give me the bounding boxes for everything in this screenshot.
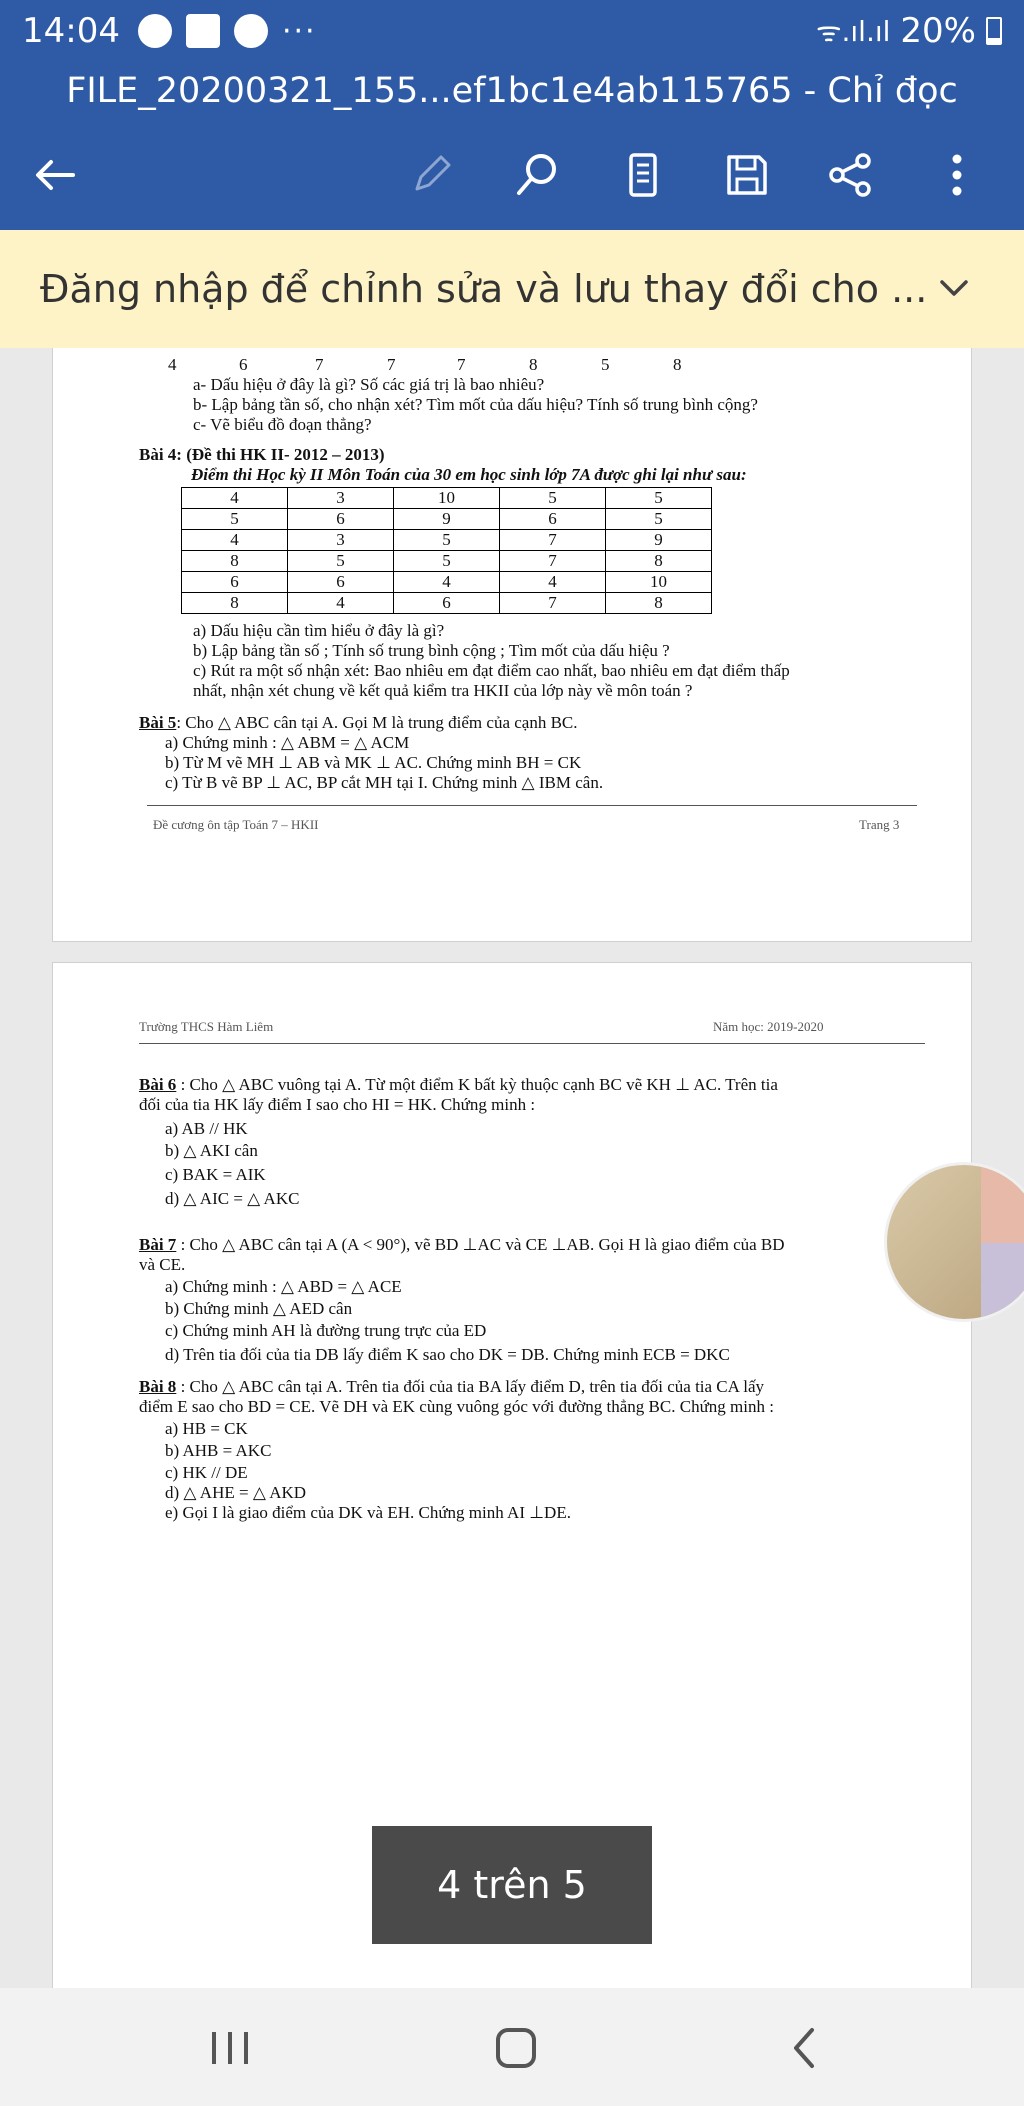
text-line: b- Lập bảng tần số, cho nhận xét? Tìm mốt của dấu hiệu? Tính số trung bình cộng? (193, 395, 758, 414)
save-icon[interactable] (714, 142, 780, 208)
table-cell: 8 (182, 551, 288, 572)
table-cell: 5 (182, 509, 288, 530)
text-line: a) Dấu hiệu cần tìm hiểu ở đây là gì? (193, 621, 445, 640)
sign-in-banner[interactable] (0, 230, 1024, 348)
bai7-label: Bài 7 (139, 1235, 177, 1254)
number-cell: 7 (457, 355, 466, 374)
home-icon[interactable] (486, 2020, 546, 2076)
table-row (182, 572, 712, 593)
table-cell: 5 (288, 551, 394, 572)
document-title: FILE_20200321_155...ef1bc1e4ab115765 - Chỉ đọc (0, 62, 1024, 120)
number-cell: 7 (387, 355, 396, 374)
number-row (53, 355, 973, 377)
table-cell: 4 (288, 593, 394, 614)
toolbar (0, 120, 1024, 230)
text-line: c) Rút ra một số nhận xét: Bao nhiêu em đạt điểm cao nhất, bao nhiêu em đạt điểm thấp (193, 661, 790, 680)
bai5-heading (139, 713, 578, 733)
table-cell: 7 (500, 593, 606, 614)
text-line: b) AHB = AKC (165, 1441, 272, 1460)
table-cell: 4 (182, 530, 288, 551)
battery-percent: 20% (900, 11, 976, 51)
table-cell: 6 (394, 593, 500, 614)
table-cell: 8 (606, 551, 712, 572)
page-footer-right: Trang 3 (859, 817, 900, 832)
table-cell: 6 (288, 572, 394, 593)
bai8-label: Bài 8 (139, 1377, 177, 1396)
header-rule (139, 1043, 925, 1044)
number-cell: 8 (673, 355, 682, 374)
text-line: điểm E sao cho BD = CE. Vẽ DH và EK cùng vuông góc với đường thẳng BC. Chứng minh : (139, 1397, 774, 1416)
text-line: nhất, nhận xét chung về kết quả kiểm tra HKII của lớp này về môn toán ? (193, 681, 693, 700)
bai6-heading (139, 1075, 778, 1095)
status-right (816, 11, 1002, 51)
number-cell: 4 (168, 355, 177, 374)
chrome-icon (234, 14, 268, 48)
system-nav-bar (0, 1988, 1024, 2106)
gallery-icon (186, 14, 220, 48)
recent-apps-icon[interactable] (200, 2020, 260, 2076)
back-icon[interactable] (776, 2020, 836, 2076)
number-cell: 6 (239, 355, 248, 374)
table-cell: 5 (606, 488, 712, 509)
table-cell: 6 (288, 509, 394, 530)
bai7-heading (139, 1235, 785, 1255)
table-cell: 5 (606, 509, 712, 530)
table-row (182, 593, 712, 614)
text-line: b) △ AKI cân (165, 1141, 258, 1160)
number-cell: 8 (529, 355, 538, 374)
clock: 14:04 (22, 11, 120, 51)
share-icon[interactable] (818, 142, 884, 208)
table-cell: 5 (394, 530, 500, 551)
text-line: c- Vẽ biểu đồ đoạn thẳng? (193, 415, 372, 434)
table-row (182, 530, 712, 551)
bai8-text: : Cho △ ABC cân tại A. Trên tia đối của tia BA lấy điểm D, trên tia đối của tia CA lấy (176, 1377, 765, 1396)
text-line: a) HB = CK (165, 1419, 248, 1438)
table-cell: 9 (394, 509, 500, 530)
reading-view-icon[interactable] (610, 142, 676, 208)
bai4-subtitle: Điểm thi Học kỳ II Môn Toán của 30 em học sinh lớp 7A được ghi lại như sau: (191, 465, 747, 484)
number-cell: 7 (315, 355, 324, 374)
text-line: b) Lập bảng tần số ; Tính số trung bình cộng ; Tìm mốt của dấu hiệu ? (193, 641, 670, 660)
text-line: và CE. (139, 1255, 186, 1274)
table-cell: 7 (500, 530, 606, 551)
table-cell: 10 (394, 488, 500, 509)
document-viewport[interactable] (0, 348, 1024, 1988)
table-cell: 5 (394, 551, 500, 572)
chevron-down-icon[interactable] (934, 268, 974, 308)
table-cell: 4 (394, 572, 500, 593)
scores-table (181, 487, 712, 614)
table-cell: 4 (182, 488, 288, 509)
table-cell: 6 (500, 509, 606, 530)
table-cell: 8 (182, 593, 288, 614)
back-arrow-icon[interactable] (22, 142, 88, 208)
table-cell: 4 (500, 572, 606, 593)
text-line: c) Từ B vẽ BP ⊥ AC, BP cắt MH tại I. Chứng minh △ IBM cân. (165, 773, 604, 792)
text-line: c) HK // DE (165, 1463, 248, 1482)
avatar (981, 1243, 1024, 1319)
text-line: d) Trên tia đối của tia DB lấy điểm K sao cho DK = DB. Chứng minh ECB = DKC (165, 1345, 730, 1364)
table-row (182, 509, 712, 530)
messenger-icon (138, 14, 172, 48)
text-line: a) Chứng minh : △ ABM = △ ACM (165, 733, 410, 752)
bai5-text: : Cho △ ABC cân tại A. Gọi M là trung điểm của cạnh BC. (176, 713, 578, 732)
text-line: a- Dấu hiệu ở đây là gì? Số các giá trị là bao nhiêu? (193, 375, 545, 394)
page-header-right: Năm học: 2019-2020 (713, 1019, 824, 1034)
footer-rule (147, 805, 917, 806)
signal-icon: ᯤ.ıl.ıl (815, 15, 891, 48)
table-row (182, 551, 712, 572)
bai4-title: Bài 4: (Đề thi HK II- 2012 – 2013) (139, 445, 385, 464)
table-cell: 3 (288, 488, 394, 509)
text-line: c) Chứng minh AH là đường trung trực của ED (165, 1321, 487, 1340)
text-line: b) Chứng minh △ AED cân (165, 1299, 353, 1318)
avatar (981, 1165, 1024, 1245)
table-cell: 10 (606, 572, 712, 593)
document-page-3 (52, 348, 972, 942)
battery-icon (986, 17, 1002, 45)
search-icon[interactable] (504, 142, 570, 208)
table-cell: 5 (500, 488, 606, 509)
bai8-heading (139, 1377, 764, 1397)
banner-message: Đăng nhập để chỉnh sửa và lưu thay đổi cho ... (40, 267, 928, 311)
pen-icon[interactable] (398, 142, 464, 208)
text-line: a) Chứng minh : △ ABD = △ ACE (165, 1277, 402, 1296)
bai6-label: Bài 6 (139, 1075, 177, 1094)
table-cell: 7 (500, 551, 606, 572)
text-line: d) △ AIC = △ AKC (165, 1189, 300, 1208)
page-indicator: 4 trên 5 (372, 1826, 652, 1944)
bai5-label: Bài 5 (139, 713, 177, 732)
status-bar (0, 0, 1024, 62)
bai7-text: : Cho △ ABC cân tại A (A < 90°), vẽ BD ⊥AC và CE ⊥AB. Gọi H là giao điểm của BD (176, 1235, 785, 1254)
text-line: đối của tia HK lấy điểm I sao cho HI = HK. Chứng minh : (139, 1095, 536, 1114)
page-header-left: Trường THCS Hàm Liêm (139, 1019, 274, 1034)
text-line: c) BAK = AIK (165, 1165, 266, 1184)
table-row (182, 488, 712, 509)
page-footer-left: Đề cương ôn tập Toán 7 – HKII (153, 817, 319, 832)
table-cell: 8 (606, 593, 712, 614)
text-line: a) AB // HK (165, 1119, 248, 1138)
table-cell: 9 (606, 530, 712, 551)
bai6-text: : Cho △ ABC vuông tại A. Từ một điểm K bất kỳ thuộc cạnh BC vẽ KH ⊥ AC. Trên tia (176, 1075, 778, 1094)
text-line: e) Gọi I là giao điểm của DK và EH. Chứng minh AI ⊥DE. (165, 1503, 571, 1522)
more-notifications-icon: ··· (281, 13, 317, 49)
text-line: b) Từ M vẽ MH ⊥ AB và MK ⊥ AC. Chứng minh BH = CK (165, 753, 582, 772)
text-line: d) △ AHE = △ AKD (165, 1483, 307, 1502)
number-cell: 5 (601, 355, 610, 374)
more-icon[interactable] (924, 142, 990, 208)
table-cell: 6 (182, 572, 288, 593)
table-cell: 3 (288, 530, 394, 551)
